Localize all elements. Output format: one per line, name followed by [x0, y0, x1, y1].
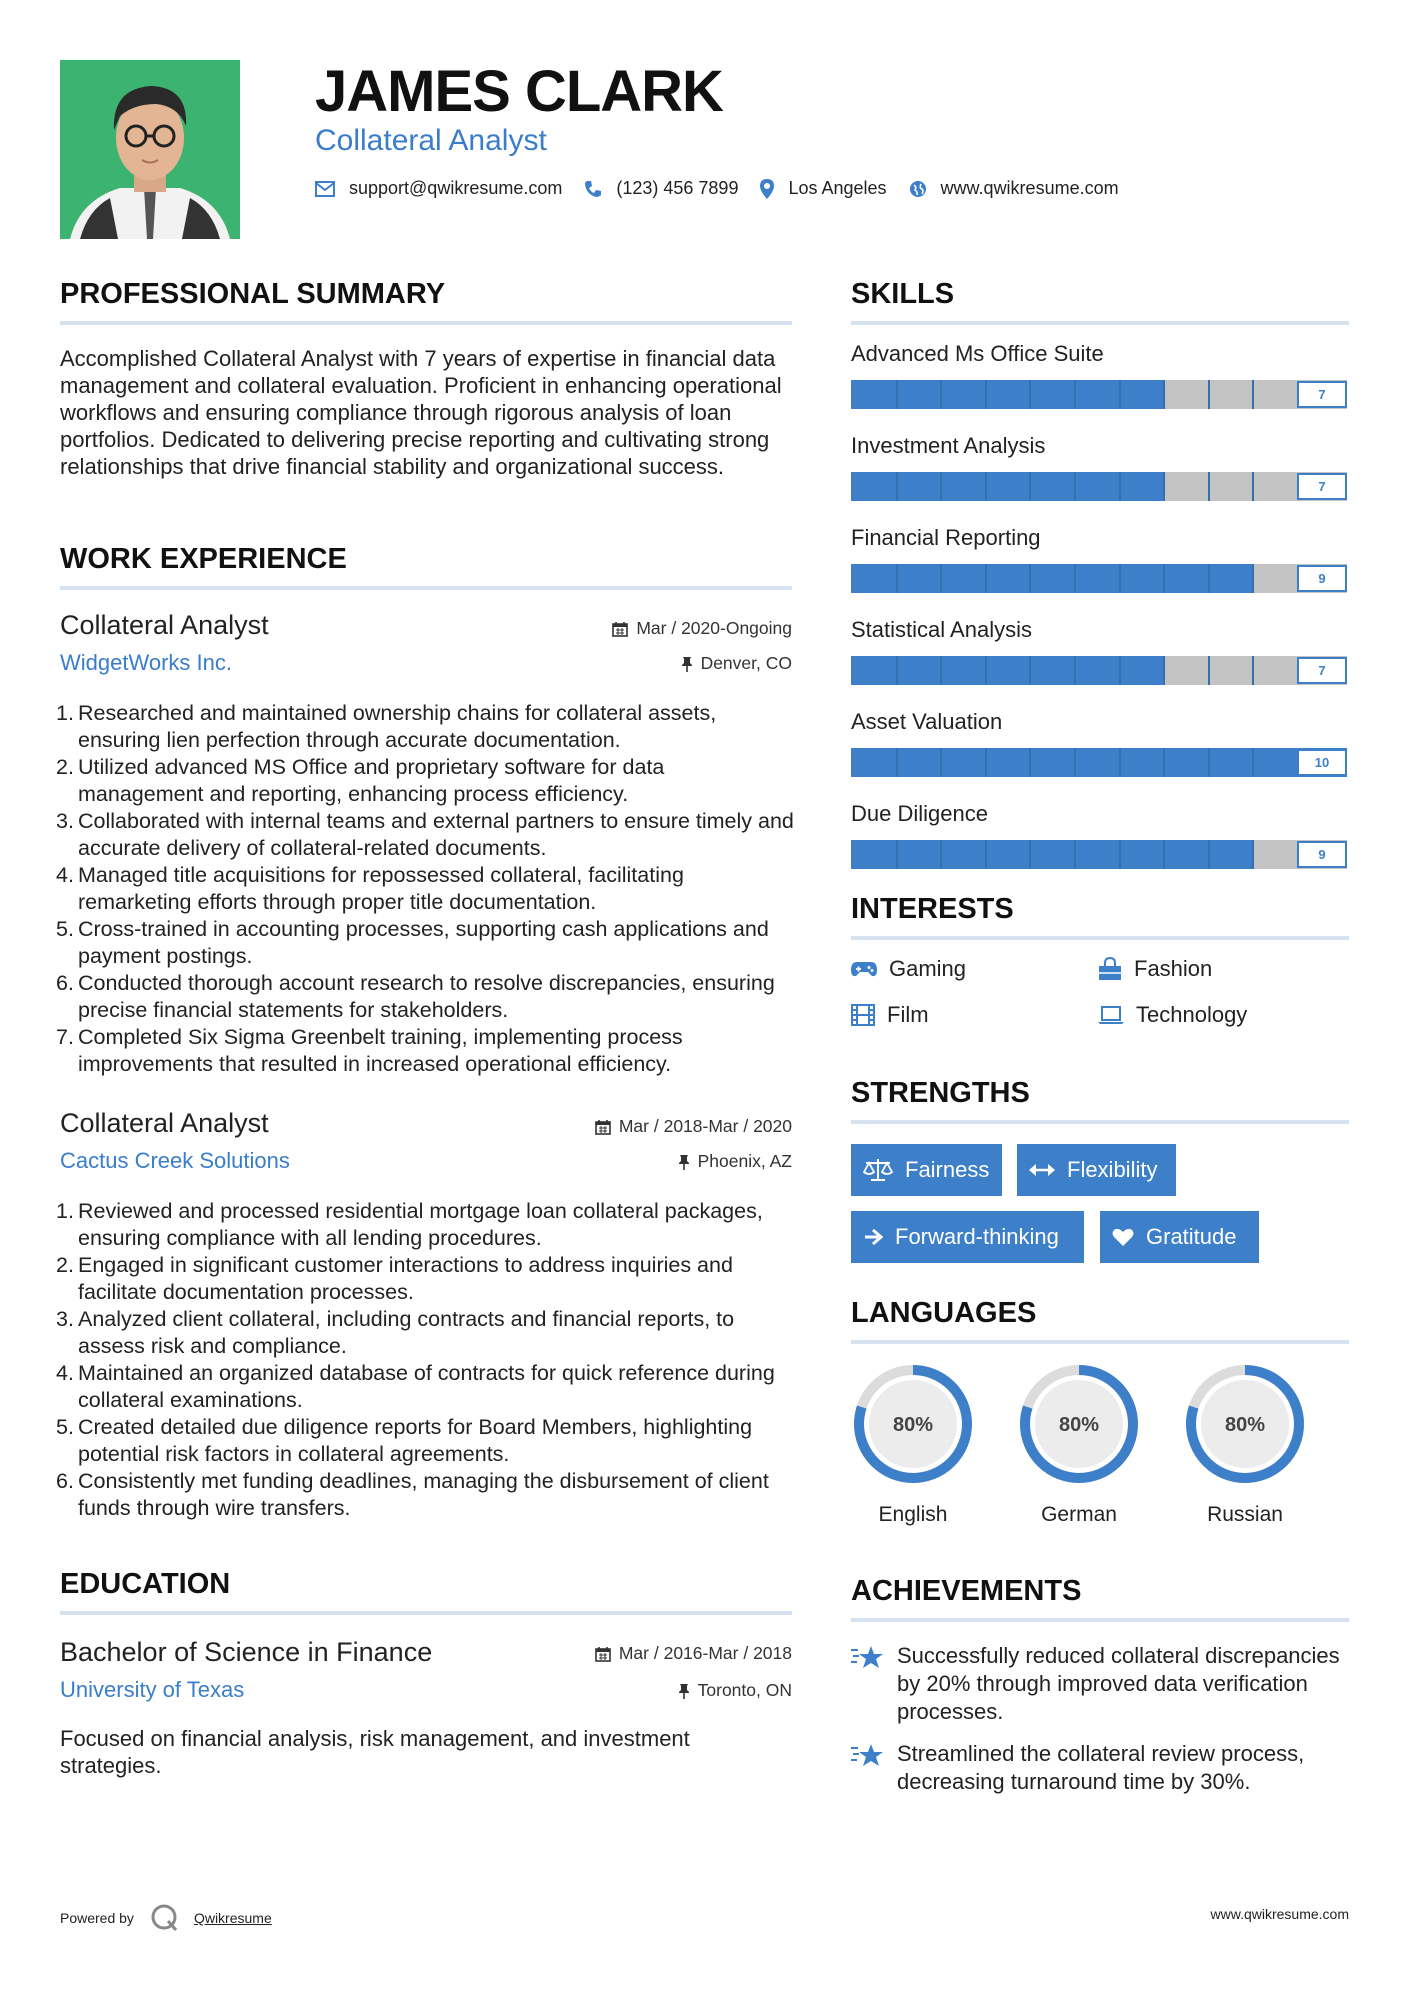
pushpin-icon	[681, 656, 693, 672]
phone-icon	[584, 180, 602, 198]
skill-bar-segment	[1163, 380, 1165, 409]
languages-section	[851, 1297, 1349, 1527]
skill-bar-segment	[1029, 748, 1031, 777]
achievements-heading: ACHIEVEMENTS	[851, 1575, 1082, 1607]
skill-level: 10	[1297, 749, 1347, 776]
skill-bar-segment	[1074, 380, 1076, 409]
skill-bar-segment	[896, 748, 898, 777]
skill-bar-segment	[1252, 564, 1254, 593]
section-divider	[851, 1340, 1349, 1344]
list-item: 3. Collaborated with internal teams and external partners to ensure timely and accurate delivery of collateral-related documents.	[56, 809, 794, 860]
skill-bar-segment	[1119, 656, 1121, 685]
skill-bar-segment	[1119, 840, 1121, 869]
section-divider	[60, 1611, 792, 1615]
strength-tag: Gratitude	[1100, 1211, 1259, 1263]
skill-bar-segment	[1252, 840, 1254, 869]
skill-bar-segment	[1074, 656, 1076, 685]
contact-email[interactable]: support@qwikresume.com	[315, 178, 562, 199]
skill-level: 9	[1297, 565, 1347, 592]
language-item	[851, 1362, 975, 1527]
skill-item	[851, 433, 1349, 501]
achievement-item: Streamlined the collateral review process, decreasing turnaround time by 30%.	[851, 1740, 1349, 1796]
skill-bar-segment	[1029, 656, 1031, 685]
experience-heading: WORK EXPERIENCE	[60, 543, 347, 575]
job-location: Phoenix, AZ	[678, 1151, 792, 1172]
shooting-star-icon	[851, 1644, 885, 1670]
job-bullets	[56, 700, 795, 1078]
contact-location: Los Angeles	[760, 178, 886, 199]
list-item: 6. Consistently met funding deadlines, managing the disbursement of client funds through wire transfers.	[56, 1469, 769, 1520]
skill-bar-segment	[940, 656, 942, 685]
skill-bar-segment	[896, 564, 898, 593]
job-header	[60, 1108, 792, 1178]
education-location: Toronto, ON	[678, 1680, 792, 1701]
education-heading: EDUCATION	[60, 1568, 231, 1600]
education-header	[60, 1637, 792, 1707]
section-divider	[851, 1120, 1349, 1124]
skill-bar-segment	[1029, 840, 1031, 869]
education-section	[60, 1568, 792, 1779]
skill-bar-segment	[1119, 748, 1121, 777]
contact-phone[interactable]: (123) 456 7899	[584, 178, 738, 199]
strength-tag: Fairness	[851, 1144, 1002, 1196]
language-percent: 80%	[1058, 1414, 1100, 1436]
list-item: 1. Researched and maintained ownership chains for collateral assets, ensuring lien perfection through accurate documentation.	[56, 701, 717, 752]
skill-bar-segment	[940, 472, 942, 501]
gamepad-icon	[851, 960, 877, 978]
skill-bar	[851, 748, 1347, 777]
skill-bar-fill	[851, 380, 1163, 409]
skill-bar-segment	[896, 472, 898, 501]
skill-bar-segment	[940, 840, 942, 869]
skill-bar-segment	[985, 656, 987, 685]
interest-item: Gaming	[851, 956, 966, 982]
list-item: 7. Completed Six Sigma Greenbelt training, implementing process improvements that resulted in increased operational efficiency.	[56, 1025, 683, 1076]
skill-bar-segment	[940, 564, 942, 593]
skill-bar-segment	[1163, 748, 1165, 777]
skill-bar-segment	[1163, 564, 1165, 593]
arrow-right-icon	[863, 1227, 883, 1247]
skill-bar-segment	[1074, 840, 1076, 869]
candidate-name: JAMES CLARK	[315, 59, 723, 124]
section-divider	[60, 321, 792, 325]
section-divider	[851, 1618, 1349, 1622]
list-item: 5. Cross-trained in accounting processes, supporting cash applications and payment postings.	[56, 917, 769, 968]
skill-bar-segment	[1252, 380, 1254, 409]
shooting-star-icon	[851, 1742, 885, 1768]
profile-photo	[60, 60, 240, 239]
summary-heading: PROFESSIONAL SUMMARY	[60, 278, 446, 310]
skills-section	[851, 278, 1349, 893]
globe-icon	[909, 180, 927, 198]
skill-bar-fill	[851, 748, 1347, 777]
skill-bar-segment	[1074, 564, 1076, 593]
section-divider	[851, 936, 1349, 940]
strengths-heading: STRENGTHS	[851, 1077, 1030, 1109]
degree: Bachelor of Science in Finance	[60, 1637, 433, 1667]
job-title: Collateral Analyst	[60, 610, 269, 640]
skill-bar-segment	[985, 472, 987, 501]
skill-label: Asset Valuation	[851, 709, 1003, 734]
skill-bar-segment	[1163, 840, 1165, 869]
interests-heading: INTERESTS	[851, 893, 1014, 925]
strength-tag: Flexibility	[1017, 1144, 1176, 1196]
job-bullets	[56, 1198, 800, 1522]
interests-section	[851, 893, 1349, 1056]
skill-bar-fill	[851, 564, 1252, 593]
balance-scale-icon	[863, 1158, 893, 1182]
interest-item: Technology	[1098, 1002, 1247, 1028]
skills-list	[851, 341, 1349, 869]
calendar-icon	[595, 1646, 611, 1662]
skill-bar-segment	[896, 656, 898, 685]
skill-bar-segment	[1163, 656, 1165, 685]
language-percent: 80%	[1224, 1414, 1266, 1436]
skill-bar-segment	[985, 564, 987, 593]
heart-icon	[1112, 1227, 1134, 1247]
list-item: 2. Utilized advanced MS Office and proprietary software for data management and reporting, enhancing process efficiency.	[56, 755, 665, 806]
calendar-icon	[612, 621, 628, 637]
skill-bar-segment	[896, 380, 898, 409]
footer-url[interactable]: www.qwikresume.com	[1210, 1906, 1349, 1922]
language-name: English	[878, 1503, 948, 1526]
job-company: WidgetWorks Inc.	[60, 650, 232, 675]
map-marker-icon	[760, 179, 774, 199]
languages-heading: LANGUAGES	[851, 1297, 1037, 1329]
skill-bar-segment	[985, 840, 987, 869]
skill-bar-segment	[1074, 748, 1076, 777]
skill-bar	[851, 380, 1347, 409]
shopping-bag-icon	[1098, 957, 1122, 981]
skill-label: Statistical Analysis	[851, 617, 1032, 642]
skill-bar-segment	[940, 380, 942, 409]
skill-label: Advanced Ms Office Suite	[851, 341, 1104, 366]
skill-bar-segment	[1208, 748, 1210, 777]
skill-bar-segment	[985, 380, 987, 409]
language-percent: 80%	[892, 1414, 934, 1436]
skill-bar	[851, 472, 1347, 501]
strength-tag: Forward-thinking	[851, 1211, 1084, 1263]
laptop-icon	[1098, 1005, 1124, 1025]
skill-bar-segment	[1074, 472, 1076, 501]
skill-bar-segment	[1208, 564, 1210, 593]
skill-bar-segment	[1029, 380, 1031, 409]
summary-section	[60, 278, 792, 480]
skill-label: Financial Reporting	[851, 525, 1041, 550]
achievements-list	[851, 1642, 1349, 1796]
skill-bar-segment	[940, 748, 942, 777]
language-name: Russian	[1207, 1503, 1283, 1526]
job-header	[60, 610, 792, 680]
strengths-section	[851, 1077, 1349, 1274]
arrows-horizontal-icon	[1029, 1163, 1055, 1177]
job-dates: Mar / 2018-Mar / 2020	[595, 1116, 792, 1137]
skill-bar-segment	[896, 840, 898, 869]
list-item: 3. Analyzed client collateral, including contracts and financial reports, to assess risk and compliance.	[56, 1307, 735, 1358]
skill-bar-segment	[1119, 472, 1121, 501]
pushpin-icon	[678, 1683, 690, 1699]
skill-bar	[851, 656, 1347, 685]
skill-bar-fill	[851, 472, 1163, 501]
language-ring	[1017, 1362, 1141, 1486]
list-item: 1. Reviewed and processed residential mortgage loan collateral packages, ensuring compliance with all lending procedures.	[56, 1199, 763, 1250]
qwikresume-logo-icon	[150, 1903, 180, 1933]
list-item: 2. Engaged in significant customer interactions to address inquiries and facilitate documentation processes.	[56, 1253, 733, 1304]
contact-website[interactable]: www.qwikresume.com	[909, 178, 1119, 199]
skill-level: 7	[1297, 473, 1347, 500]
skill-item	[851, 801, 1349, 869]
skill-bar-segment	[1029, 564, 1031, 593]
job-title: Collateral Analyst	[60, 1108, 269, 1138]
calendar-icon	[595, 1119, 611, 1135]
skill-bar-segment	[1208, 472, 1210, 501]
summary-text: Accomplished Collateral Analyst with 7 years of expertise in financial data management and collateral evaluation. Proficient in enhancing operational workflows and ensuring compliance through rigorous analysis of loan portfolios. Dedicated to delivering precise reporting and cultivating strong relationships that drive financial stability and organizational success.	[60, 346, 782, 479]
language-ring	[851, 1362, 975, 1486]
skill-level: 7	[1297, 381, 1347, 408]
section-divider	[851, 321, 1349, 325]
pushpin-icon	[678, 1154, 690, 1170]
film-icon	[851, 1004, 875, 1026]
skill-bar-segment	[1208, 380, 1210, 409]
skill-bar-segment	[1119, 564, 1121, 593]
list-item: 4. Maintained an organized database of contracts for quick reference during collateral examinations.	[56, 1361, 775, 1412]
job-location: Denver, CO	[681, 653, 792, 674]
skill-bar-segment	[1119, 380, 1121, 409]
experience-section	[56, 543, 794, 1522]
candidate-title: Collateral Analyst	[315, 124, 547, 157]
skill-label: Due Diligence	[851, 801, 988, 826]
skill-item	[851, 341, 1349, 409]
job-company: Cactus Creek Solutions	[60, 1148, 290, 1173]
skill-item	[851, 617, 1349, 685]
skill-level: 9	[1297, 841, 1347, 868]
interest-item: Film	[851, 1002, 929, 1028]
school: University of Texas	[60, 1677, 245, 1702]
section-divider	[60, 586, 792, 590]
achievement-item: Successfully reduced collateral discrepancies by 20% through improved data verification processes.	[851, 1642, 1349, 1726]
education-description: Focused on financial analysis, risk management, and investment strategies.	[60, 1726, 690, 1778]
language-item	[1183, 1362, 1307, 1527]
strengths-tags	[851, 1144, 1349, 1274]
skill-item	[851, 525, 1349, 593]
skill-label: Investment Analysis	[851, 433, 1046, 458]
qwikresume-link[interactable]: Qwikresume	[193, 1910, 272, 1926]
skill-bar	[851, 840, 1347, 869]
skill-bar-segment	[1029, 472, 1031, 501]
languages-list	[851, 1362, 1349, 1527]
skill-bar-segment	[1252, 748, 1254, 777]
skill-level: 7	[1297, 657, 1347, 684]
envelope-icon	[315, 181, 335, 197]
education-dates: Mar / 2016-Mar / 2018	[595, 1643, 792, 1664]
list-item: 4. Managed title acquisitions for repossessed collateral, facilitating remarketing efforts through proper title documentation.	[56, 863, 684, 914]
list-item: 5. Created detailed due diligence reports for Board Members, highlighting potential risk factors in collateral agreements.	[56, 1415, 753, 1466]
interest-item: Fashion	[1098, 956, 1212, 982]
footer-powered-by: Powered by Qwikresume	[60, 1903, 272, 1933]
skill-bar	[851, 564, 1347, 593]
skill-bar-segment	[1252, 472, 1254, 501]
skill-bar-segment	[1208, 656, 1210, 685]
skill-bar-fill	[851, 840, 1252, 869]
language-item	[1017, 1362, 1141, 1527]
language-name: German	[1041, 1503, 1117, 1526]
interests-grid	[851, 956, 1349, 1056]
skill-bar-segment	[1163, 472, 1165, 501]
job-dates: Mar / 2020-Ongoing	[612, 618, 792, 639]
skill-bar-segment	[985, 748, 987, 777]
list-item: 6. Conducted thorough account research to resolve discrepancies, ensuring precise financial statements for stakeholders.	[56, 971, 775, 1022]
skill-item	[851, 709, 1349, 777]
skill-bar-segment	[1252, 656, 1254, 685]
language-ring	[1183, 1362, 1307, 1486]
skill-bar-fill	[851, 656, 1163, 685]
contact-bar	[315, 178, 1141, 199]
skill-bar-segment	[1208, 840, 1210, 869]
skills-heading: SKILLS	[851, 278, 955, 310]
achievements-section	[851, 1575, 1349, 1796]
